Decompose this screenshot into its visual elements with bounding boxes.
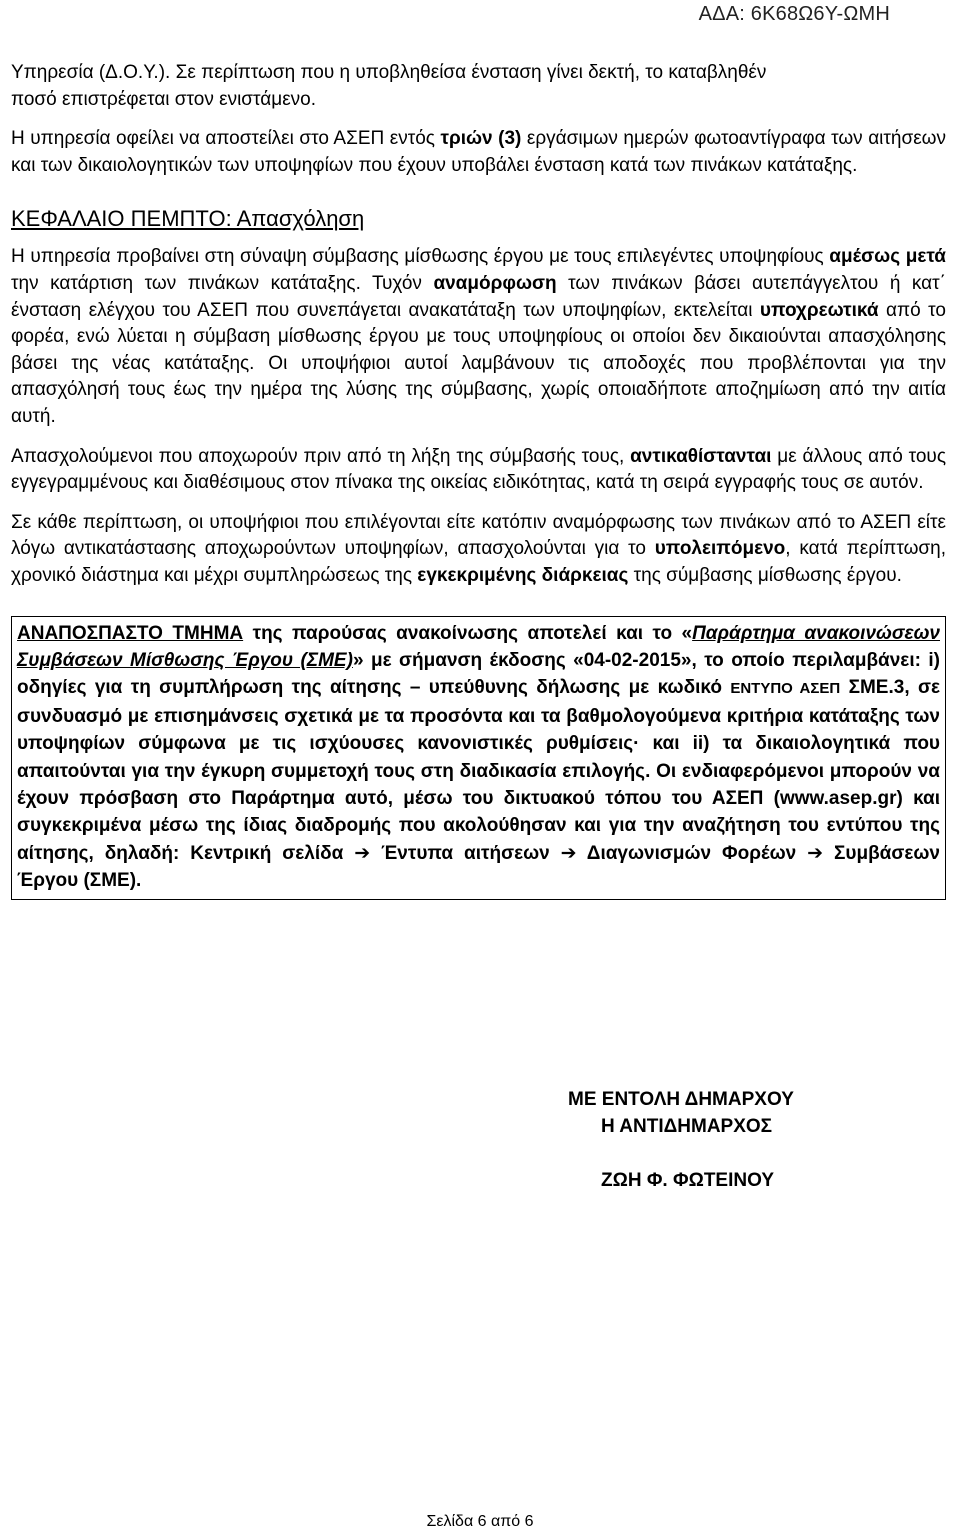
text-run: την κατάρτιση των πινάκων κατάταξης. Τυχόν xyxy=(11,272,434,294)
text-run: Σε κάθε περίπτωση, οι υποψήφιοι που επιλέγονται είτε κατόπιν αναμόρφωσης των πινάκων από το ΑΣΕΠ είτε λόγω αντικατάστασης αποχωρούντων υποψηφίων, απασχολούνται για το xyxy=(11,511,946,560)
annex-notice-box xyxy=(11,616,946,900)
text-run: Απασχολούμενοι που αποχωρούν πριν από τη λήξη της σύμβασής τους, xyxy=(11,445,631,467)
paragraph-employment xyxy=(11,244,946,430)
annex-notice-label: ΑΝΑΠΟΣΠΑΣΤΟ ΤΜΗΜΑ xyxy=(17,622,244,644)
paragraph-asep-send xyxy=(11,126,946,179)
bold-run: αναμόρφωση xyxy=(433,272,557,294)
paragraph-objection-refund xyxy=(11,60,946,113)
arrow-right-icon: ➔ xyxy=(354,842,371,864)
bold-run: υποχρεωτικά xyxy=(759,299,879,321)
text-run: με άλλους από τους εγγεγραμμένους και διαθέσιμους στον πίνακα της οικείας ειδικότητας, κατά τη σειρά εγγραφής τους σε αυτόν. xyxy=(11,445,946,494)
nav-path-step: Έντυπα αιτήσεων xyxy=(370,842,561,864)
text-run: Η υπηρεσία προβαίνει στη σύναψη σύμβασης μίσθωσης έργου με τους επιλεγέντες υποψηφίους xyxy=(11,246,830,268)
document-body xyxy=(11,60,946,900)
signature-line-authority: ΜΕ ΕΝΤΟΛΗ ΔΗΜΑΡΧΟΥ xyxy=(568,1089,794,1110)
text-run: της παρούσας ανακοίνωσης αποτελεί και το « xyxy=(243,622,693,644)
nav-path-step: Συμβάσεων Έργου (ΣΜΕ). xyxy=(17,842,940,892)
ada-code: ΑΔΑ: 6Κ68Ω6Υ-ΩΜΗ xyxy=(698,3,890,25)
text-run: » με σήμανση έκδοσης «04-02-2015», το οποίο περιλαμβάνει: i) οδηγίες για τη συμπλήρωση της αίτησης – υπεύθυνης δήλωσης με κωδικό xyxy=(17,649,940,699)
paragraph-replacement xyxy=(11,444,946,497)
text-line: ποσό επιστρέφεται στον ενιστάμενο. xyxy=(11,88,317,110)
text-run: από το φορέα, ενώ λύεται η σύμβαση μίσθωσης έργου με τους υποψηφίους οι οποίοι δεν δικαιούνται απασχόλησης βάσει της νέας κατάταξης. Οι υποψήφιοι αυτοί λαμβάνουν τις αποδοχές που προβλέπονται για την απασχόλησή τους έως την ημέρα της λύσης της σύμβασης, χωρίς οποιαδήποτε αποζημίωση από την αιτία αυτή. xyxy=(11,299,946,427)
signature-name: ΖΩΗ Φ. ΦΩΤΕΙΝΟΥ xyxy=(601,1170,775,1191)
page-number: Σελίδα 6 από 6 xyxy=(426,1513,534,1530)
nav-path-step: Διαγωνισμών Φορέων xyxy=(576,842,808,864)
arrow-right-icon: ➔ xyxy=(807,842,824,864)
text-run: των πινάκων βάσει αυτεπάγγελτου ή κατ΄ ένσταση ελέγχου του ΑΣΕΠ που συνεπάγεται ανακατάταξη των υποψηφίων, εκτελείται xyxy=(11,272,946,321)
signature-block xyxy=(568,1086,868,1194)
bold-run: αντικαθίστανται xyxy=(630,445,772,467)
bold-run: εγκεκριμένης διάρκειας xyxy=(417,564,629,586)
text-run: ΣΜΕ.3, σε συνδυασμό με επισημάνσεις σχετικά με τα προσόντα και τα βαθμολογούμενα κριτήρια κατάταξης των υποψηφίων σύμφωνα με τις ισχύουσες κανονιστικές ρυθμίσεις· και ii) τα δικαιολογητικά που απαιτούνται για την έγκυρη συμμετοχή τους στη διαδικασία επιλογής. Οι ενδιαφερόμενοι μπορούν να έχουν πρόσβαση στο Παράρτημα αυτό, μέσω του δικτυακού τόπου του ΑΣΕΠ (www.asep.gr) και συγκεκριμένα μέσω της ίδιας διαδρομής που ακολούθησαν και για την αναζήτηση του εντύπου της αίτησης, δηλαδή: Κεντρική σελίδα xyxy=(17,677,940,864)
text-run: , κατά περίπτωση, χρονικό διάστημα και μέχρι συμπληρώσεως της xyxy=(11,538,946,586)
text-run: της σύμβασης μίσθωσης έργου. xyxy=(628,564,902,586)
chapter-heading: ΚΕΦΑΛΑΙΟ ΠΕΜΠΤΟ: Απασχόληση xyxy=(11,206,365,232)
annex-title: Παράρτημα ανακοινώσεων Συμβάσεων Μίσθωσης Έργου (ΣΜΕ) xyxy=(17,622,940,671)
text-line: Υπηρεσία (Δ.Ο.Υ.). Σε περίπτωση που η υποβληθείσα ένσταση γίνει δεκτή, το καταβληθέν xyxy=(11,62,767,83)
arrow-right-icon: ➔ xyxy=(560,842,577,864)
signature-line-role: Η ΑΝΤΙΔΗΜΑΡΧΟΣ xyxy=(601,1116,773,1137)
bold-run: υπολειπόμενο xyxy=(654,538,786,560)
bold-run: αμέσως μετά xyxy=(829,246,946,268)
bold-run: τριών (3) xyxy=(440,128,522,150)
text-run: Η υπηρεσία οφείλει να αποστείλει στο ΑΣΕΠ εντός xyxy=(11,128,441,150)
text-run: εργάσιμων ημερών φωτοαντίγραφα των αιτήσεων και των δικαιολογητικών των υποψηφίων που έχουν υποβάλει ένσταση κατά των πινάκων κατάταξης. xyxy=(11,128,947,176)
form-code-small: ΕΝΤΥΠΟ ΑΣΕΠ xyxy=(730,680,841,698)
paragraph-remaining-period xyxy=(11,510,946,590)
